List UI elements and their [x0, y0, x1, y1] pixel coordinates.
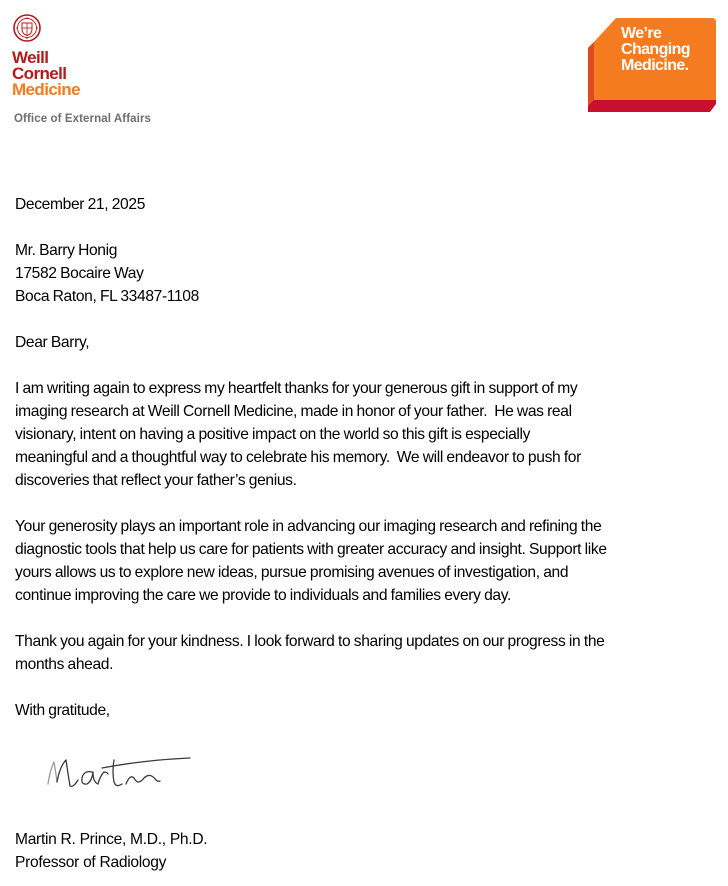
tagline-line-2: Changing	[621, 41, 690, 58]
letter-date: December 21, 2025	[15, 196, 146, 213]
university-seal-icon	[13, 14, 41, 42]
paragraph-line: continue improving the care we provide to individuals and families every day.	[15, 587, 511, 604]
spacer	[15, 492, 715, 515]
recipient-name: Mr. Barry Honig	[15, 242, 118, 259]
spacer	[15, 354, 715, 377]
institution-logo	[12, 50, 151, 98]
letter-body	[15, 193, 715, 722]
department-name: Office of External Affairs	[14, 113, 152, 125]
spacer	[15, 607, 715, 630]
paragraph-gratitude	[15, 377, 715, 492]
paragraph-line: discoveries that reflect your father’s genius.	[15, 472, 297, 489]
tagline-line-3: Medicine.	[621, 57, 689, 74]
paragraph-line: diagnostic tools that help us care for patients with greater accuracy and insight. Support like	[15, 541, 607, 558]
paragraph-line: I am writing again to express my heartfelt thanks for your generous gift in support of my	[15, 380, 578, 397]
letterhead-left	[12, 14, 151, 125]
paragraph-line: meaningful and a thoughtful way to celebrate his memory. We will endeavor to push for	[15, 449, 581, 466]
logo-line-weill: Weill	[12, 48, 49, 67]
paragraph-line: visionary, intent on having a positive impact on the world so this gift is especially	[15, 426, 531, 443]
tagline-line-1: We’re	[621, 25, 662, 42]
recipient-city: Boca Raton, FL 33487-1108	[15, 288, 199, 305]
handwritten-signature	[44, 748, 204, 800]
recipient-address	[15, 239, 715, 308]
signer-block	[15, 828, 207, 874]
logo-line-medicine: Medicine	[12, 80, 80, 99]
paragraph-line: imaging research at Weill Cornell Medicine, made in honor of your father. He was real	[15, 403, 572, 420]
spacer	[15, 676, 715, 699]
paragraph-closing-thanks	[15, 630, 715, 676]
signer-name: Martin R. Prince, M.D., Ph.D.	[15, 831, 208, 848]
recipient-street: 17582 Bocaire Way	[15, 265, 144, 282]
paragraph-line: months ahead.	[15, 656, 114, 673]
salutation: Dear Barry,	[15, 334, 90, 351]
spacer	[15, 308, 715, 331]
closing: With gratitude,	[15, 702, 110, 719]
paragraph-impact	[15, 515, 715, 607]
tagline-badge	[621, 26, 690, 74]
paragraph-line: Your generosity plays an important role in advancing our imaging research and refining the	[15, 518, 602, 535]
logo-line-cornell: Cornell	[12, 64, 67, 83]
paragraph-line: Thank you again for your kindness. I look forward to sharing updates on our progress in the	[15, 633, 605, 650]
spacer	[15, 216, 715, 239]
paragraph-line: yours allows us to explore new ideas, pursue promising avenues of investigation, and	[15, 564, 569, 581]
signer-title: Professor of Radiology	[15, 854, 167, 871]
